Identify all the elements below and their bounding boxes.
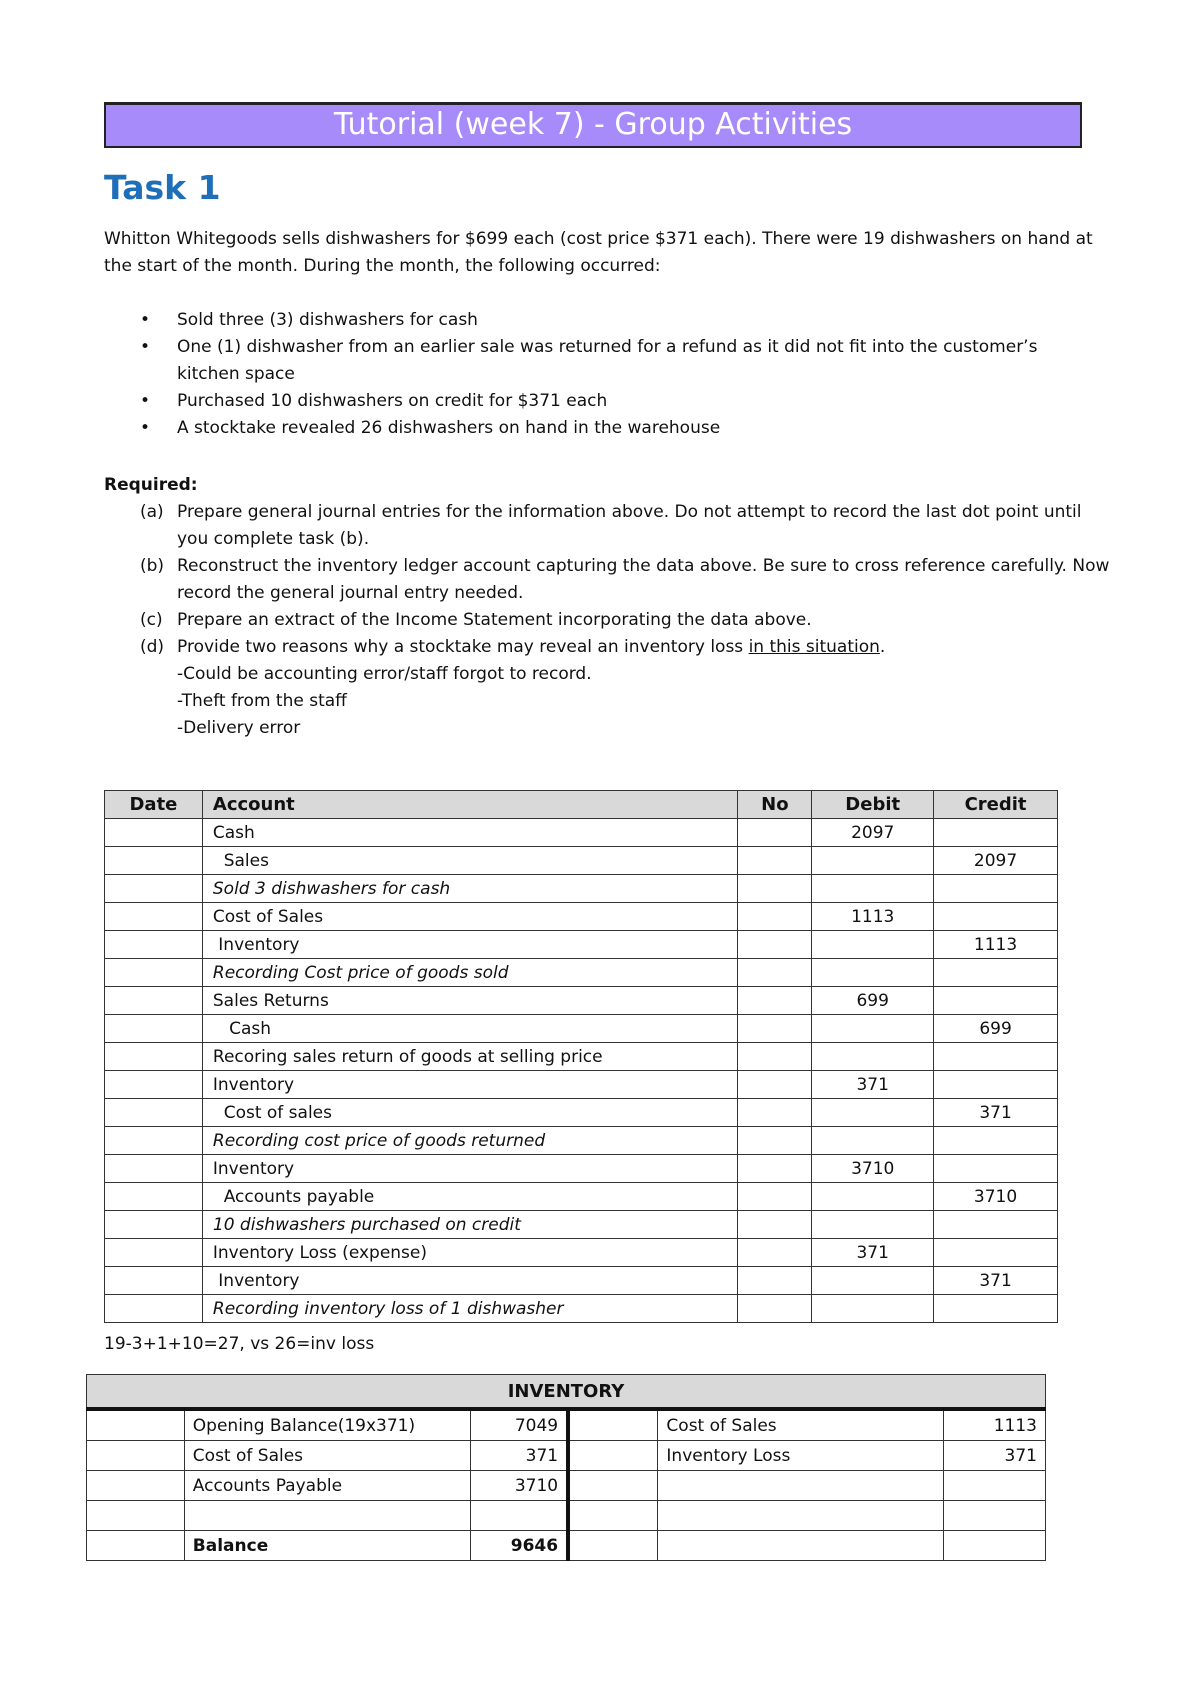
ledger-date-cell: [568, 1501, 658, 1531]
ledger-date-cell: [568, 1409, 658, 1441]
date-cell: [105, 1127, 203, 1155]
ledger-debit-desc: Opening Balance(19x371): [184, 1409, 470, 1441]
bullet-icon: •: [140, 391, 151, 411]
account-cell: Accounts payable: [202, 1183, 738, 1211]
table-row: [105, 1015, 1058, 1043]
ledger-row: [87, 1441, 1046, 1471]
ledger-row: [87, 1531, 1046, 1561]
required-label: Required:: [104, 475, 198, 495]
credit-cell: [934, 1239, 1058, 1267]
no-cell: [738, 1043, 812, 1071]
debit-cell: 699: [812, 987, 934, 1015]
date-cell: [105, 819, 203, 847]
credit-cell: 699: [934, 1015, 1058, 1043]
credit-cell: [934, 959, 1058, 987]
debit-cell: [812, 1099, 934, 1127]
table-row: [105, 1127, 1058, 1155]
list-item: • A stocktake revealed 26 dishwashers on hand in the warehouse: [104, 415, 1104, 442]
date-cell: [105, 987, 203, 1015]
account-cell: Sold 3 dishwashers for cash: [202, 875, 738, 903]
ledger-date-cell: [87, 1441, 185, 1471]
list-item: (c) Prepare an extract of the Income Statement incorporating the data above.: [140, 610, 812, 630]
date-cell: [105, 1267, 203, 1295]
account-cell: Inventory: [202, 1155, 738, 1183]
column-header-no: No: [738, 791, 812, 819]
list-item: (a) Prepare general journal entries for the information above. Do not attempt to record the last dot point until you complete task (b).: [140, 502, 1082, 549]
account-cell: Inventory: [202, 1267, 738, 1295]
ledger-credit-amount: [944, 1531, 1046, 1561]
account-cell: Cost of sales: [202, 1099, 738, 1127]
date-cell: [105, 847, 203, 875]
calculation-note: 19-3+1+10=27, vs 26=inv loss: [104, 1334, 375, 1354]
credit-cell: [934, 1295, 1058, 1323]
ledger-header-row: [87, 1375, 1046, 1410]
account-cell: Inventory: [202, 931, 738, 959]
credit-cell: 1113: [934, 931, 1058, 959]
account-cell: Cash: [202, 1015, 738, 1043]
ledger-credit-amount: 371: [944, 1441, 1046, 1471]
table-row: [105, 903, 1058, 931]
table-row: [105, 1099, 1058, 1127]
date-cell: [105, 1183, 203, 1211]
ledger-credit-desc: Cost of Sales: [658, 1409, 944, 1441]
no-cell: [738, 903, 812, 931]
table-row: [105, 1211, 1058, 1239]
no-cell: [738, 1099, 812, 1127]
debit-cell: [812, 959, 934, 987]
ledger-row: [87, 1409, 1046, 1441]
table-row: [105, 1295, 1058, 1323]
credit-cell: 371: [934, 1099, 1058, 1127]
no-cell: [738, 1127, 812, 1155]
credit-cell: 2097: [934, 847, 1058, 875]
date-cell: [105, 875, 203, 903]
date-cell: [105, 1211, 203, 1239]
ledger-credit-amount: [944, 1501, 1046, 1531]
ledger-credit-amount: 1113: [944, 1409, 1046, 1441]
journal-table: [104, 790, 1058, 1323]
table-row: [105, 1239, 1058, 1267]
table-row: [105, 1183, 1058, 1211]
no-cell: [738, 875, 812, 903]
account-cell: Recording inventory loss of 1 dishwasher: [202, 1295, 738, 1323]
required-list: [104, 499, 1114, 661]
date-cell: [105, 1295, 203, 1323]
debit-cell: [812, 1211, 934, 1239]
bullet-icon: •: [140, 418, 151, 438]
ledger-debit-amount: 9646: [470, 1531, 568, 1561]
account-cell: Recording cost price of goods returned: [202, 1127, 738, 1155]
date-cell: [105, 959, 203, 987]
credit-cell: [934, 1211, 1058, 1239]
event-list: [104, 307, 1104, 442]
date-cell: [105, 903, 203, 931]
account-cell: Sales: [202, 847, 738, 875]
note-line: -Delivery error: [177, 718, 301, 738]
ledger-debit-amount: [470, 1501, 568, 1531]
date-cell: [105, 1071, 203, 1099]
date-cell: [105, 931, 203, 959]
debit-cell: [812, 1015, 934, 1043]
ledger-credit-amount: [944, 1471, 1046, 1501]
ledger-credit-desc: Inventory Loss: [658, 1441, 944, 1471]
debit-cell: [812, 1295, 934, 1323]
ledger-date-cell: [568, 1471, 658, 1501]
table-row: [105, 1267, 1058, 1295]
credit-cell: [934, 1155, 1058, 1183]
account-cell: Recoring sales return of goods at selling price: [202, 1043, 738, 1071]
table-row: [105, 847, 1058, 875]
ledger-date-cell: [87, 1531, 185, 1561]
table-row: [105, 959, 1058, 987]
credit-cell: [934, 1127, 1058, 1155]
no-cell: [738, 1239, 812, 1267]
bullet-icon: •: [140, 337, 151, 357]
credit-cell: [934, 819, 1058, 847]
note-line: -Could be accounting error/staff forgot to record.: [177, 664, 592, 684]
table-row: [105, 875, 1058, 903]
table-row: [105, 931, 1058, 959]
account-cell: Cost of Sales: [202, 903, 738, 931]
ledger-credit-desc: [658, 1531, 944, 1561]
date-cell: [105, 1239, 203, 1267]
ledger-title: INVENTORY: [87, 1375, 1046, 1410]
credit-cell: [934, 1043, 1058, 1071]
table-header-row: [105, 791, 1058, 819]
account-cell: Inventory: [202, 1071, 738, 1099]
ledger-date-cell: [87, 1501, 185, 1531]
ledger-credit-desc: [658, 1501, 944, 1531]
list-item: • Sold three (3) dishwashers for cash: [104, 307, 1104, 334]
account-cell: 10 dishwashers purchased on credit: [202, 1211, 738, 1239]
credit-cell: 3710: [934, 1183, 1058, 1211]
credit-cell: [934, 903, 1058, 931]
date-cell: [105, 1043, 203, 1071]
underlined-text: in this situation: [748, 637, 880, 657]
ledger-debit-desc: [184, 1501, 470, 1531]
date-cell: [105, 1015, 203, 1043]
column-header-date: Date: [105, 791, 203, 819]
ledger-date-cell: [87, 1409, 185, 1441]
ledger-debit-amount: 7049: [470, 1409, 568, 1441]
list-item: • Purchased 10 dishwashers on credit for $371 each: [104, 388, 1104, 415]
debit-cell: 371: [812, 1071, 934, 1099]
ledger-debit-amount: 3710: [470, 1471, 568, 1501]
no-cell: [738, 1295, 812, 1323]
table-row: [105, 1043, 1058, 1071]
debit-cell: [812, 1267, 934, 1295]
column-header-credit: Credit: [934, 791, 1058, 819]
intro-paragraph: Whitton Whitegoods sells dishwashers for $699 each (cost price $371 each). There were 19 dishwashers on hand at the start of the month. During the month, the following occurred:: [104, 229, 1093, 276]
list-item: • One (1) dishwasher from an earlier sale was returned for a refund as it did not fit into the customer’s kitchen space: [104, 334, 1104, 388]
table-row: [105, 819, 1058, 847]
list-item: (b) Reconstruct the inventory ledger account capturing the data above. Be sure to cross reference carefully. Now record the general journal entry needed.: [140, 556, 1110, 603]
account-cell: Recording Cost price of goods sold: [202, 959, 738, 987]
column-header-account: Account: [202, 791, 738, 819]
no-cell: [738, 1015, 812, 1043]
debit-cell: [812, 1183, 934, 1211]
account-cell: Cash: [202, 819, 738, 847]
no-cell: [738, 847, 812, 875]
credit-cell: [934, 1071, 1058, 1099]
account-cell: Sales Returns: [202, 987, 738, 1015]
no-cell: [738, 1071, 812, 1099]
list-item: (d) Provide two reasons why a stocktake may reveal an inventory loss in this situation.: [140, 637, 886, 657]
debit-cell: [812, 931, 934, 959]
ledger-debit-desc: Accounts Payable: [184, 1471, 470, 1501]
ledger-date-cell: [568, 1531, 658, 1561]
credit-cell: [934, 875, 1058, 903]
ledger-date-cell: [87, 1471, 185, 1501]
debit-cell: 371: [812, 1239, 934, 1267]
debit-cell: 3710: [812, 1155, 934, 1183]
table-row: [105, 987, 1058, 1015]
ledger-credit-desc: [658, 1471, 944, 1501]
credit-cell: [934, 987, 1058, 1015]
no-cell: [738, 1211, 812, 1239]
table-row: [105, 1155, 1058, 1183]
no-cell: [738, 1183, 812, 1211]
ledger-date-cell: [568, 1441, 658, 1471]
debit-cell: [812, 1127, 934, 1155]
debit-cell: 1113: [812, 903, 934, 931]
inventory-ledger: [86, 1374, 1046, 1561]
column-header-debit: Debit: [812, 791, 934, 819]
debit-cell: [812, 875, 934, 903]
table-row: [105, 1071, 1058, 1099]
page-title: Tutorial (week 7) - Group Activities: [104, 102, 1082, 148]
no-cell: [738, 987, 812, 1015]
debit-cell: 2097: [812, 819, 934, 847]
no-cell: [738, 819, 812, 847]
ledger-debit-desc: Balance: [184, 1531, 470, 1561]
no-cell: [738, 959, 812, 987]
answer-notes: [177, 661, 592, 742]
ledger-debit-amount: 371: [470, 1441, 568, 1471]
task-heading: Task 1: [104, 168, 221, 207]
credit-cell: 371: [934, 1267, 1058, 1295]
bullet-icon: •: [140, 310, 151, 330]
ledger-debit-desc: Cost of Sales: [184, 1441, 470, 1471]
date-cell: [105, 1155, 203, 1183]
no-cell: [738, 931, 812, 959]
ledger-row: [87, 1501, 1046, 1531]
account-cell: Inventory Loss (expense): [202, 1239, 738, 1267]
ledger-row: [87, 1471, 1046, 1501]
no-cell: [738, 1267, 812, 1295]
no-cell: [738, 1155, 812, 1183]
debit-cell: [812, 847, 934, 875]
date-cell: [105, 1099, 203, 1127]
note-line: -Theft from the staff: [177, 691, 347, 711]
debit-cell: [812, 1043, 934, 1071]
